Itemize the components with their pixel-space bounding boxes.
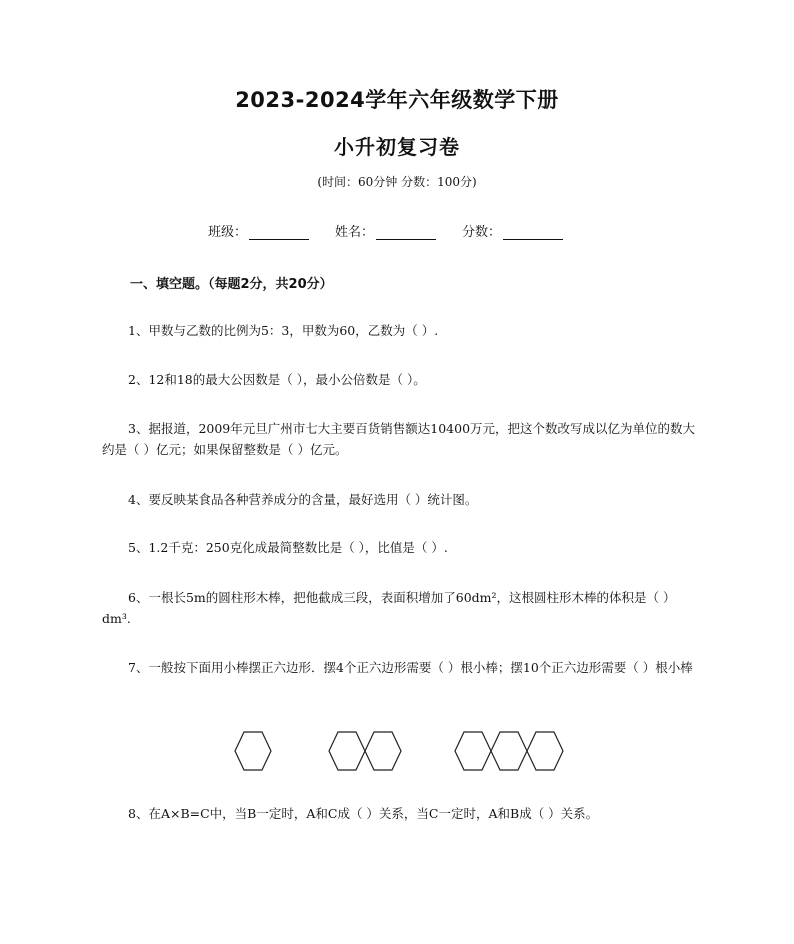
hexagon-3b: [491, 732, 527, 770]
question-text: 4、要反映某食品各种营养成分的含量，最好选用（ ）统计图。: [128, 492, 478, 507]
score-blank[interactable]: [503, 225, 563, 240]
hexagon-2a: [329, 732, 365, 770]
class-blank[interactable]: [249, 225, 309, 240]
class-label: 班级：: [208, 225, 248, 240]
hexagon-3a: [455, 732, 491, 770]
name-label: 姓名：: [335, 225, 375, 240]
score-field: [462, 221, 563, 240]
name-field: [335, 221, 436, 240]
question-text: 6、一根长5m的圆柱形木棒，把他截成三段，表面积增加了60dm²，这根圆柱形木棒的体积是（ ）dm³.: [102, 590, 676, 626]
question-text: 5、1.2千克：250克化成最简整数比是（ ），比值是（ ）.: [128, 540, 448, 555]
question-text: 1、甲数与乙数的比例为5：3，甲数为60，乙数为（ ）.: [128, 323, 439, 338]
section-heading: 一、填空题。（每题2分，共20分）: [130, 277, 333, 292]
question-1: [102, 320, 696, 341]
question-4: [102, 489, 696, 510]
question-text: 7、一般按下面用小棒摆正六边形．摆4个正六边形需要（ ）根小棒；摆10个正六边形需要（ ）根小棒: [128, 660, 693, 675]
score-label: 分数：: [462, 225, 502, 240]
question-6: [102, 587, 696, 629]
question-2: [102, 369, 696, 390]
question-text: 8、在A×B=C中，当B一定时，A和C成（ ）关系，当C一定时，A和B成（ ）关系。: [128, 806, 599, 821]
page-title: 2023-2024学年六年级数学下册: [235, 88, 559, 112]
student-info-fields: [208, 221, 589, 240]
question-8: [102, 803, 696, 824]
hexagon-figure: [0, 726, 794, 776]
page-subtitle: 小升初复习卷: [334, 135, 460, 159]
hexagon-1: [235, 732, 271, 770]
hexagon-3c: [527, 732, 563, 770]
question-3: [102, 418, 696, 460]
question-5: [102, 537, 696, 558]
question-7: [102, 657, 696, 678]
hexagon-2b: [365, 732, 401, 770]
question-text: 2、12和18的最大公因数是（ ），最小公倍数是（ ）。: [128, 372, 426, 387]
question-text: 3、据报道，2009年元旦广州市七大主要百货销售额达10400万元，把这个数改写成以亿为单位的数大约是（ ）亿元；如果保留整数是（ ）亿元。: [102, 421, 696, 457]
name-blank[interactable]: [376, 225, 436, 240]
time-info: (时间：60分钟 分数：100分): [317, 175, 477, 189]
class-field: [208, 221, 309, 240]
